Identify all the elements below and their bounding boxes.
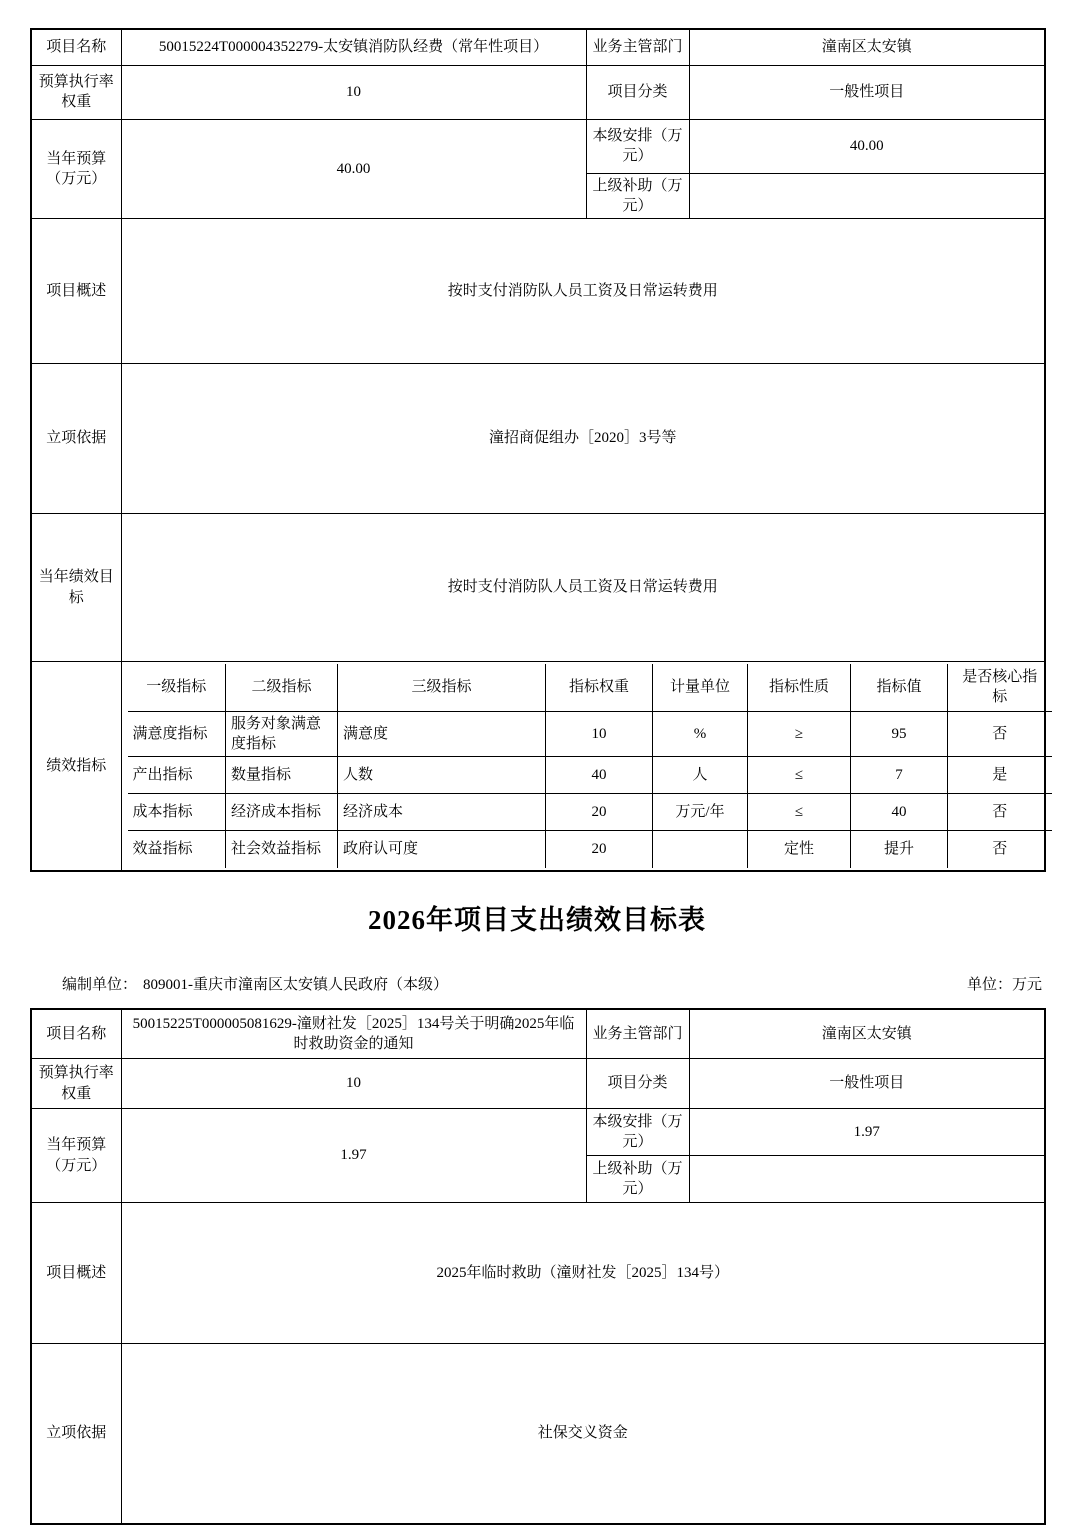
t1-year-goal-label: 当年绩效目标 xyxy=(31,514,121,662)
indicator-unit xyxy=(653,831,748,868)
indicator-value: 40 xyxy=(851,794,948,831)
t2-local-arrangement-label: 本级安排（万元） xyxy=(586,1109,689,1156)
t1-overview-label: 项目概述 xyxy=(31,219,121,364)
t2-row-overview xyxy=(31,1203,1045,1344)
t2-project-name-label: 项目名称 xyxy=(31,1009,121,1059)
indicator-header: 二级指标 xyxy=(226,664,338,711)
t2-project-name-value: 50015225T000005081629-潼财社发［2025］134号关于明确2025年临时救助资金的通知 xyxy=(121,1009,586,1059)
indicator-level3: 满意度 xyxy=(338,711,546,757)
t2-row-budget-1 xyxy=(31,1109,1045,1156)
t1-year-budget-value: 40.00 xyxy=(121,119,586,219)
indicator-level2: 社会效益指标 xyxy=(226,831,338,868)
unit-note: 单位：万元 xyxy=(966,976,1042,993)
t1-year-budget-label: 当年预算（万元） xyxy=(31,119,121,219)
indicator-row xyxy=(128,711,1052,757)
indicator-weight: 10 xyxy=(546,711,653,757)
indicator-row xyxy=(128,794,1052,831)
t2-overview-label: 项目概述 xyxy=(31,1203,121,1344)
t1-local-arrangement-label: 本级安排（万元） xyxy=(586,119,689,173)
indicator-core-flag: 否 xyxy=(948,711,1052,757)
project-table-1 xyxy=(30,28,1046,872)
indicator-header: 计量单位 xyxy=(653,664,748,711)
t1-higher-subsidy-value xyxy=(689,173,1045,219)
t2-local-arrangement-value: 1.97 xyxy=(689,1109,1045,1156)
indicator-level1: 满意度指标 xyxy=(128,711,226,757)
t2-year-budget-value: 1.97 xyxy=(121,1109,586,1203)
indicator-weight: 40 xyxy=(546,757,653,794)
t1-exec-rate-weight-label: 预算执行率权重 xyxy=(31,65,121,119)
indicator-level2: 经济成本指标 xyxy=(226,794,338,831)
indicator-weight: 20 xyxy=(546,831,653,868)
indicator-value: 7 xyxy=(851,757,948,794)
t1-project-name-label: 项目名称 xyxy=(31,29,121,65)
t1-indicators-container xyxy=(121,662,1045,871)
indicator-weight: 20 xyxy=(546,794,653,831)
prepared-by xyxy=(30,973,448,994)
indicator-core-flag: 否 xyxy=(948,831,1052,868)
t1-year-goal-value: 按时支付消防队人员工资及日常运转费用 xyxy=(121,514,1045,662)
t1-higher-subsidy-label: 上级补助（万元） xyxy=(586,173,689,219)
indicator-table xyxy=(128,664,1052,868)
t2-higher-subsidy-label: 上级补助（万元） xyxy=(586,1156,689,1203)
indicator-header: 指标权重 xyxy=(546,664,653,711)
t1-exec-rate-weight-value: 10 xyxy=(121,65,586,119)
t2-overview-value: 2025年临时救助（潼财社发［2025］134号） xyxy=(121,1203,1045,1344)
t2-dept-value: 潼南区太安镇 xyxy=(689,1009,1045,1059)
project-table-2 xyxy=(30,1008,1046,1525)
indicator-header: 是否核心指标 xyxy=(948,664,1052,711)
t1-local-arrangement-value: 40.00 xyxy=(689,119,1045,173)
t1-row-indicators xyxy=(31,662,1045,871)
t1-row-weight xyxy=(31,65,1045,119)
t2-exec-rate-weight-label: 预算执行率权重 xyxy=(31,1059,121,1109)
t1-indicators-label: 绩效指标 xyxy=(31,662,121,871)
indicator-nature: ≤ xyxy=(748,794,851,831)
indicator-level3: 政府认可度 xyxy=(338,831,546,868)
page-title: 2026年项目支出绩效目标表 xyxy=(368,904,706,935)
indicator-header: 一级指标 xyxy=(128,664,226,711)
t2-category-value: 一般性项目 xyxy=(689,1059,1045,1109)
t2-higher-subsidy-value xyxy=(689,1156,1045,1203)
t1-category-label: 项目分类 xyxy=(586,65,689,119)
t2-basis-value: 社保交义资金 xyxy=(121,1344,1045,1524)
t1-row-budget-1 xyxy=(31,119,1045,173)
indicator-level2: 服务对象满意度指标 xyxy=(226,711,338,757)
t2-dept-label: 业务主管部门 xyxy=(586,1009,689,1059)
indicator-nature: 定性 xyxy=(748,831,851,868)
indicator-nature: ≤ xyxy=(748,757,851,794)
indicator-row xyxy=(128,757,1052,794)
indicator-level1: 成本指标 xyxy=(128,794,226,831)
indicator-header: 指标值 xyxy=(851,664,948,711)
indicator-row xyxy=(128,831,1052,868)
t1-dept-value: 潼南区太安镇 xyxy=(689,29,1045,65)
indicator-unit: 人 xyxy=(653,757,748,794)
meta-line xyxy=(30,973,1044,994)
indicator-level3: 人数 xyxy=(338,757,546,794)
indicator-level1: 效益指标 xyxy=(128,831,226,868)
t1-row-overview xyxy=(31,219,1045,364)
indicator-core-flag: 否 xyxy=(948,794,1052,831)
t1-overview-value: 按时支付消防队人员工资及日常运转费用 xyxy=(121,219,1045,364)
t1-row-year-goal xyxy=(31,514,1045,662)
indicator-unit: % xyxy=(653,711,748,757)
indicator-level2: 数量指标 xyxy=(226,757,338,794)
indicator-value: 提升 xyxy=(851,831,948,868)
t1-row-basis xyxy=(31,364,1045,514)
indicator-core-flag: 是 xyxy=(948,757,1052,794)
indicator-nature: ≥ xyxy=(748,711,851,757)
prepared-by-label: 编制单位： xyxy=(62,976,138,993)
t1-project-name-value: 50015224T000004352279-太安镇消防队经费（常年性项目） xyxy=(121,29,586,65)
t1-row-project-name xyxy=(31,29,1045,65)
t2-row-project-name xyxy=(31,1009,1045,1059)
t1-dept-label: 业务主管部门 xyxy=(586,29,689,65)
indicator-header: 指标性质 xyxy=(748,664,851,711)
indicator-value: 95 xyxy=(851,711,948,757)
indicator-unit: 万元/年 xyxy=(653,794,748,831)
t2-year-budget-label: 当年预算（万元） xyxy=(31,1109,121,1203)
t2-basis-label: 立项依据 xyxy=(31,1344,121,1524)
indicator-level1: 产出指标 xyxy=(128,757,226,794)
t1-basis-value: 潼招商促组办［2020］3号等 xyxy=(121,364,1045,514)
t2-category-label: 项目分类 xyxy=(586,1059,689,1109)
t2-row-basis xyxy=(31,1344,1045,1524)
t1-basis-label: 立项依据 xyxy=(31,364,121,514)
t1-category-value: 一般性项目 xyxy=(689,65,1045,119)
indicator-level3: 经济成本 xyxy=(338,794,546,831)
t2-row-weight xyxy=(31,1059,1045,1109)
t2-exec-rate-weight-value: 10 xyxy=(121,1059,586,1109)
prepared-by-value: 809001-重庆市潼南区太安镇人民政府（本级） xyxy=(143,976,449,993)
indicator-header-row xyxy=(128,664,1052,711)
indicator-header: 三级指标 xyxy=(338,664,546,711)
